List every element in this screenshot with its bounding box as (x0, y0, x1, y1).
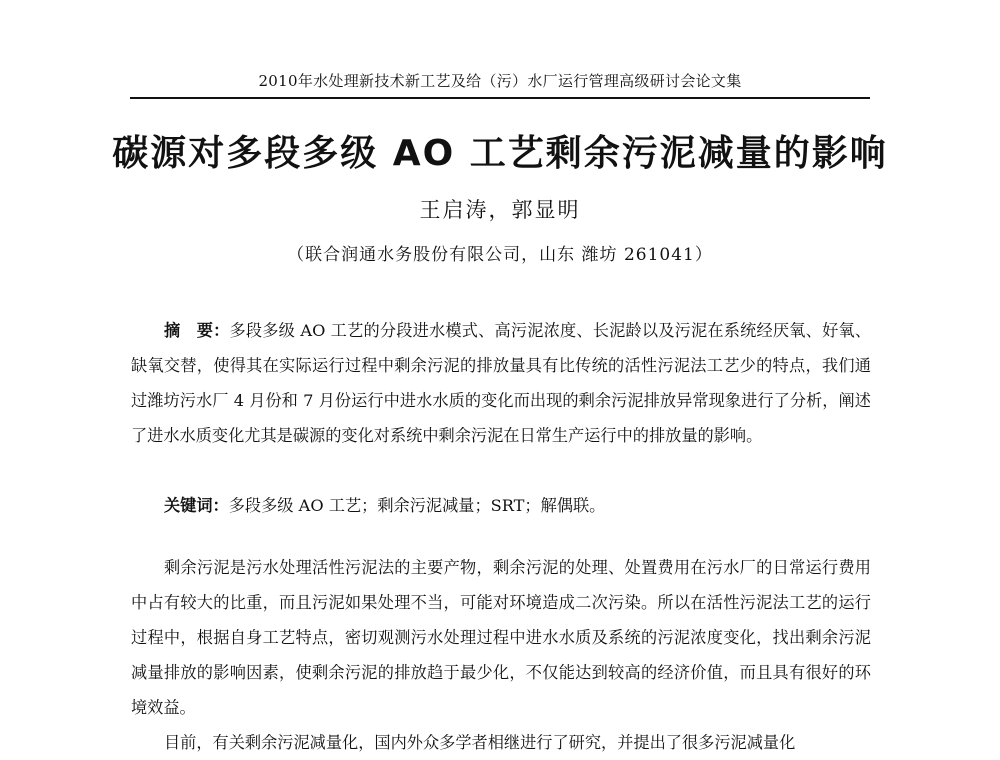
keywords (131, 488, 871, 523)
keywords-label: 关键词： (164, 496, 229, 515)
running-header: 2010年水处理新技术新工艺及给（污）水厂运行管理高级研讨会论文集 (258, 72, 742, 90)
abstract-paragraph (131, 313, 871, 453)
abstract-text: 多段多级 AO 工艺的分段进水模式、高污泥浓度、长泥龄以及污泥在系统经厌氧、好氧、缺氧交替，使得其在实际运行过程中剩余污泥的排放量具有比传统的活性污泥法工艺少的特点，我们通过潍坊污水厂 4 月份和 7 月份运行中进水水质的变化而出现的剩余污泥排放异常现象进行了分析，阐述了进水水质变化尤其是碳源的变化对系统中剩余污泥在日常生产运行中的排放量的影响。 (131, 321, 872, 445)
authors: 王启涛，郭显明 (419, 198, 581, 222)
body-paragraph-1: 剩余污泥是污水处理活性污泥法的主要产物，剩余污泥的处理、处置费用在污水厂的日常运行费用中占有较大的比重，而且污泥如果处理不当，可能对环境造成二次污染。所以在活性污泥法工艺的运行过程中，根据自身工艺特点，密切观测污水处理过程中进水水质及系统的污泥浓度变化，找出剩余污泥减量排放的影响因素，使剩余污泥的排放趋于最少化，不仅能达到较高的经济价值，而且具有很好的环境效益。 (131, 558, 871, 717)
body-text (131, 550, 871, 760)
abstract-label: 摘 要： (164, 321, 230, 340)
paper-title: 碳源对多段多级 AO 工艺剩余污泥减量的影响 (112, 133, 888, 174)
keywords-text: 多段多级 AO 工艺；剩余污泥减量；SRT；解偶联。 (228, 496, 606, 515)
abstract (131, 313, 871, 453)
affiliation: （联合润通水务股份有限公司，山东 潍坊 261041） (287, 245, 713, 265)
header-rule (130, 97, 870, 99)
body-paragraph-2: 目前，有关剩余污泥减量化，国内外众多学者相继进行了研究，并提出了很多污泥减量化 (164, 733, 796, 752)
